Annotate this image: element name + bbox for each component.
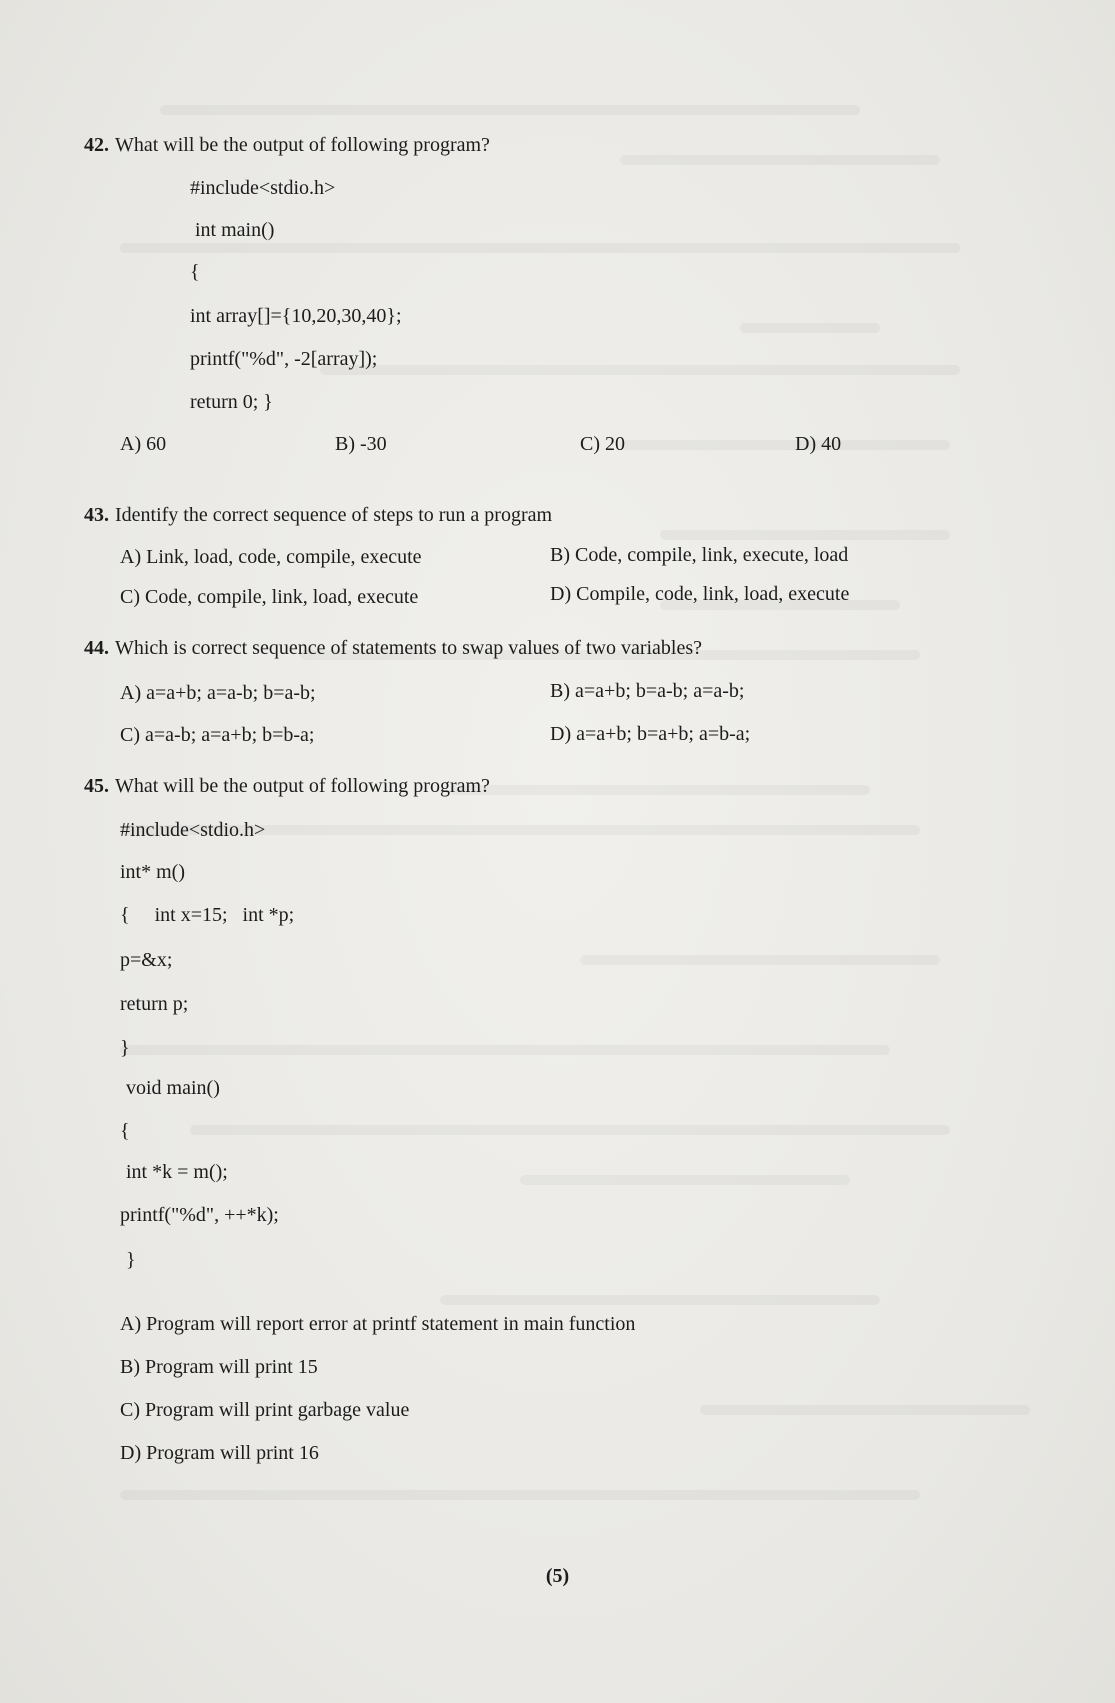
option-d: D) 40 (795, 433, 842, 455)
page-number: (5) (545, 1565, 570, 1587)
question-text: Identify the correct sequence of steps to run a program (115, 504, 553, 526)
option-a: A) Link, load, code, compile, execute (120, 546, 422, 568)
code-line: return p; (120, 993, 189, 1015)
option-a: A) a=a+b; a=a-b; b=a-b; (120, 682, 316, 704)
code-line: { (120, 1120, 130, 1142)
code-line: return 0; } (190, 391, 273, 413)
option-b: B) Program will print 15 (120, 1356, 318, 1378)
code-line: int* m() (120, 861, 185, 883)
code-line: { int x=15; int *p; (120, 904, 295, 926)
code-line: printf("%d", ++*k); (120, 1204, 279, 1226)
option-c: C) Code, compile, link, load, execute (120, 586, 419, 608)
code-line: p=&x; (120, 949, 173, 971)
question-number: 43. (84, 504, 109, 526)
question-text: Which is correct sequence of statements to swap values of two variables? (115, 637, 703, 659)
code-line: int array[]={10,20,30,40}; (190, 305, 402, 327)
code-line: int *k = m(); (126, 1161, 228, 1183)
option-b: B) a=a+b; b=a-b; a=a-b; (550, 680, 745, 702)
option-c: C) 20 (580, 433, 625, 455)
option-a: A) 60 (120, 433, 167, 455)
option-b: B) -30 (335, 433, 387, 455)
option-d: D) Program will print 16 (120, 1442, 319, 1464)
question-number: 44. (84, 637, 109, 659)
code-line: #include<stdio.h> (120, 819, 266, 841)
code-line: { (190, 261, 200, 283)
code-line: int main() (195, 219, 275, 241)
code-line: } (126, 1249, 136, 1271)
code-line: #include<stdio.h> (190, 177, 336, 199)
option-b: B) Code, compile, link, execute, load (550, 544, 849, 566)
question-text: What will be the output of following program? (115, 775, 490, 797)
code-line: } (120, 1037, 130, 1059)
question-number: 42. (84, 134, 109, 156)
question-number: 45. (84, 775, 109, 797)
question-text: What will be the output of following program? (115, 134, 490, 156)
option-a: A) Program will report error at printf statement in main function (120, 1313, 636, 1335)
option-c: C) Program will print garbage value (120, 1399, 410, 1421)
option-d: D) Compile, code, link, load, execute (550, 583, 850, 605)
option-c: C) a=a-b; a=a+b; b=b-a; (120, 724, 315, 746)
option-d: D) a=a+b; b=a+b; a=b-a; (550, 723, 751, 745)
code-line: void main() (126, 1077, 220, 1099)
code-line: printf("%d", -2[array]); (190, 348, 378, 370)
